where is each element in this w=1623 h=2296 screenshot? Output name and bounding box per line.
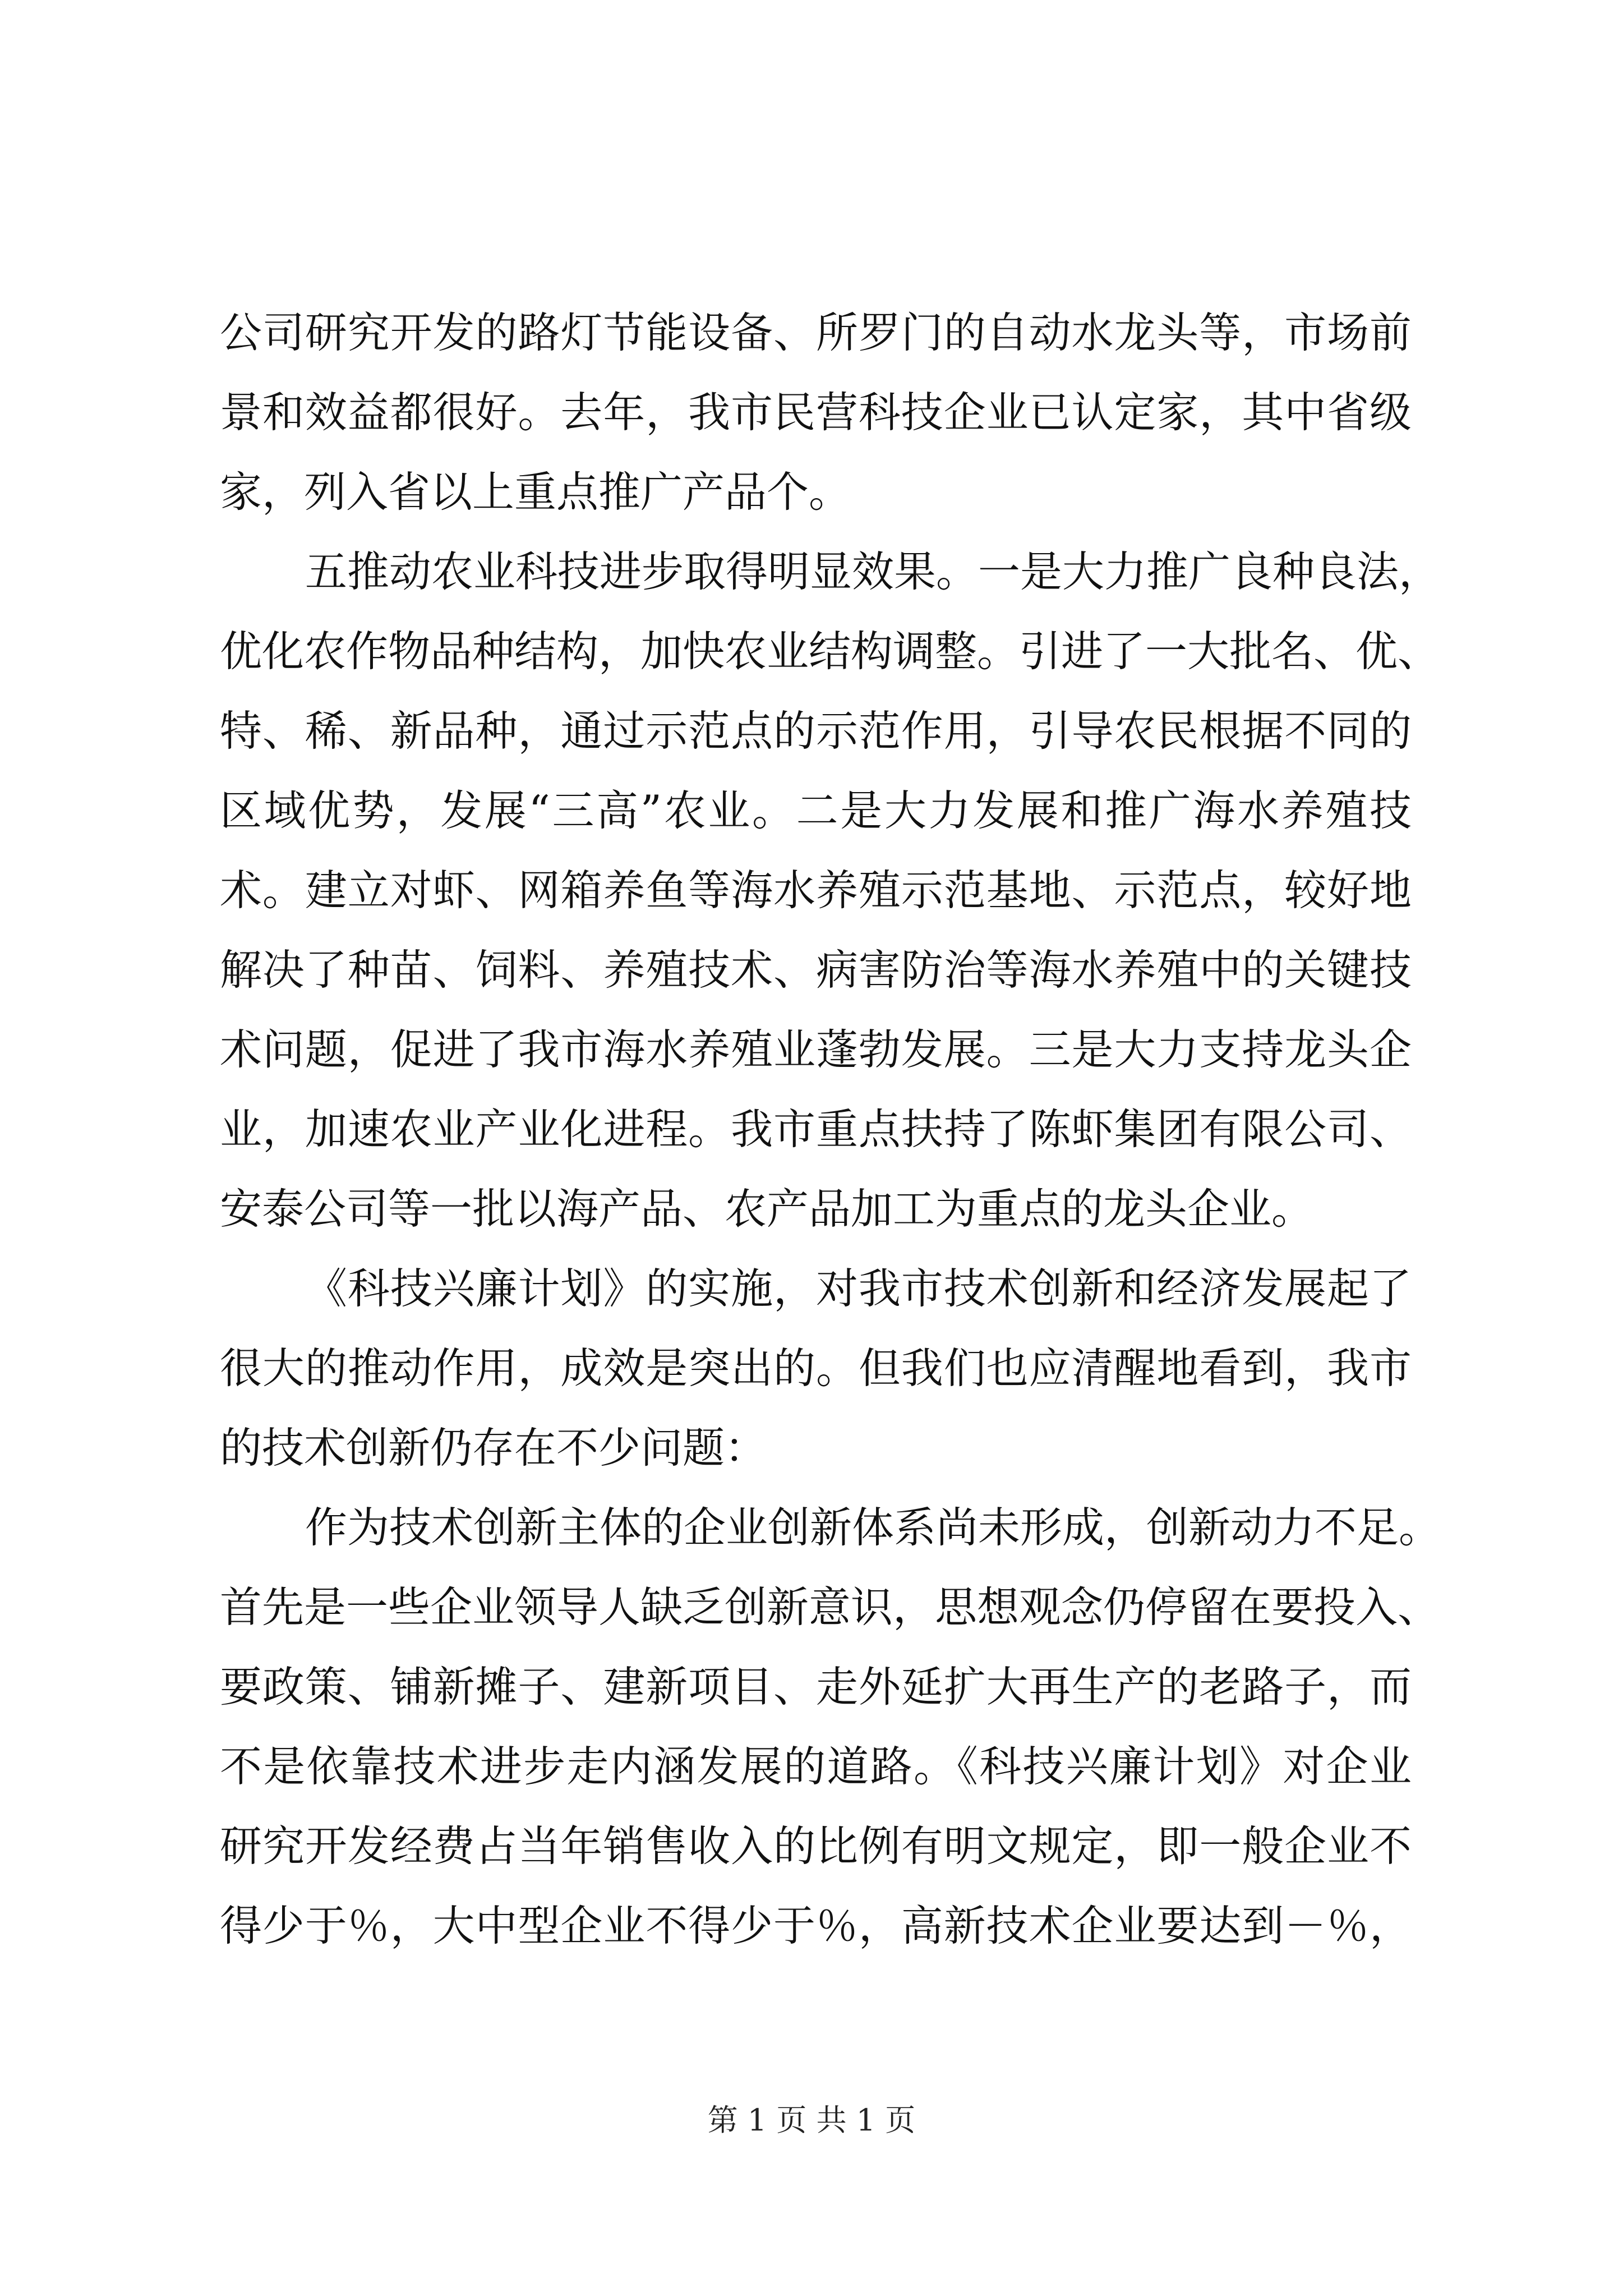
text-line: 得少于％，大中型企业不得少于％，高新技术企业要达到－％，	[220, 1901, 1412, 1950]
text-line: 安泰公司等一批以海产品、农产品加工为重点的龙头企业。	[220, 1184, 1314, 1234]
paragraph-2	[220, 532, 1441, 1249]
body-text	[220, 293, 1441, 1966]
text-line: 作为技术创新主体的企业创新体系尚未形成，创新动力不足。	[305, 1503, 1441, 1552]
text-line: 很大的推动作用，成效是突出的。但我们也应清醒地看到，我市	[220, 1343, 1412, 1393]
paragraph-4	[220, 1488, 1441, 1966]
text-line: 优化农作物品种结构，加快农业结构调整。引进了一大批名、优、	[220, 627, 1440, 676]
page-number-footer: 第 1 页 共 1 页	[707, 2102, 916, 2138]
text-line: 区域优势，发展“三高”农业。二是大力发展和推广海水养殖技	[220, 786, 1412, 835]
paragraph-1	[220, 293, 1412, 532]
text-line: 业，加速农业产业化进程。我市重点扶持了陈虾集团有限公司、	[220, 1105, 1412, 1154]
text-line: 家，列入省以上重点推广产品个。	[220, 467, 851, 517]
text-line: 五推动农业科技进步取得明显效果。一是大力推广良种良法，	[305, 547, 1441, 596]
text-line: 要政策、铺新摊子、建新项目、走外延扩大再生产的老路子，而	[220, 1662, 1412, 1711]
text-line: 研究开发经费占当年销售收入的比例有明文规定，即一般企业不	[220, 1821, 1412, 1871]
text-line: 术问题，促进了我市海水养殖业蓬勃发展。三是大力支持龙头企	[220, 1025, 1412, 1074]
text-line: 解决了种苗、饲料、养殖技术、病害防治等海水养殖中的关键技	[220, 945, 1412, 995]
text-line: 《科技兴廉计划》的实施，对我市技术创新和经济发展起了	[305, 1264, 1412, 1313]
text-line: 不是依靠技术进步走内涵发展的道路。《科技兴廉计划》对企业	[220, 1742, 1412, 1791]
text-line: 术。建立对虾、网箱养鱼等海水养殖示范基地、示范点，较好地	[220, 866, 1412, 915]
text-line: 景和效益都很好。去年，我市民营科技企业已认定家，其中省级	[220, 388, 1412, 437]
text-line: 的技术创新仍存在不少问题：	[220, 1423, 767, 1473]
text-line: 公司研究开发的路灯节能设备、所罗门的自动水龙头等，市场前	[220, 308, 1412, 357]
text-line: 特、稀、新品种，通过示范点的示范作用，引导农民根据不同的	[220, 706, 1412, 756]
paragraph-3	[220, 1249, 1412, 1488]
text-line: 首先是一些企业领导人缺乏创新意识，思想观念仍停留在要投入、	[220, 1582, 1440, 1632]
